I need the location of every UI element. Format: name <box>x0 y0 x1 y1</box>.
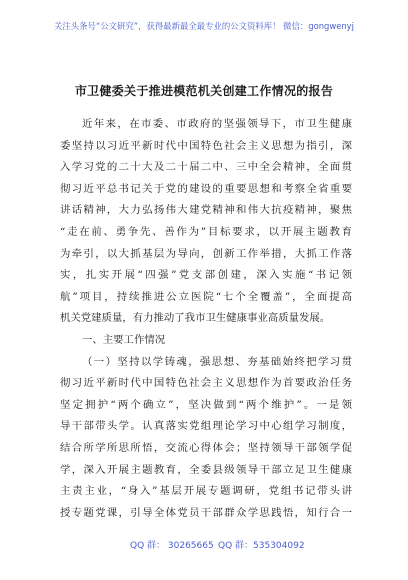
footer-qq-group-2: QQ 群：535304092 <box>218 541 305 551</box>
body-line: 授专题党课，引导全体党员干部群众学思践悟，知行合一 <box>60 506 352 519</box>
footer-qq-group-1: QQ 群： 30265665 <box>130 541 214 551</box>
body-line: 近年来，在市委、市政府的坚强领导下，市卫生健康 <box>82 118 352 130</box>
body-line: 主责主业，“身入”基层开展专题调研，党组书记带头讲 <box>60 485 352 498</box>
body-line: 学，深入开展主题教育，全委县级领导干部立足卫生健康 <box>60 463 352 476</box>
header-banner: 关注头条号“公文研究”，获得最新最全最专业的公文资料库！ 微信：gongwenyj <box>54 21 354 31</box>
document-body <box>60 114 352 524</box>
section-heading: 一、主要工作情况 <box>82 333 166 346</box>
body-line: 实，扎实开展“四强”党支部创建，深入实施“书记领 <box>60 269 352 282</box>
body-line: 航”项目，持续推进公立医院“七个全覆盖”，全面提高 <box>60 290 352 303</box>
body-line: 为牵引，以大抓基层为导向，创新工作举措，大抓工作落 <box>60 247 352 260</box>
body-line: 坚定拥护“两个确立”，坚决做到“两个维护”。一是领 <box>60 398 352 411</box>
body-line: （一）坚持以学铸魂，强思想、夯基础始终把学习贯 <box>82 355 352 368</box>
document-title: 市卫健委关于推进模范机关创建工作情况的报告 <box>74 84 334 98</box>
body-line: 彻习近平总书记关于党的建设的重要思想和考察全省重要 <box>60 182 352 195</box>
body-line: 导干部带头学。认真落实党组理论学习中心组学习制度， <box>60 420 352 433</box>
body-line: 结合所学所思所悟，交流心得体会；坚持领导干部领学促 <box>60 441 352 454</box>
body-line: “走在前、勇争先、善作为”目标要求，以开展主题教育 <box>60 225 352 238</box>
body-line: 讲话精神，大力弘扬伟大建党精神和伟大抗疫精神，聚焦 <box>60 204 352 217</box>
body-line: 机关党建质量，有力推动了我市卫生健康事业高质量发展。 <box>60 312 331 325</box>
body-line: 委坚持以习近平新时代中国特色社会主义思想为指引，深 <box>60 139 352 152</box>
body-line: 彻习近平新时代中国特色社会主义思想作为首要政治任务 <box>60 377 352 390</box>
body-line: 入学习党的二十大及二十届二中、三中全会精神，全面贯 <box>60 161 352 174</box>
